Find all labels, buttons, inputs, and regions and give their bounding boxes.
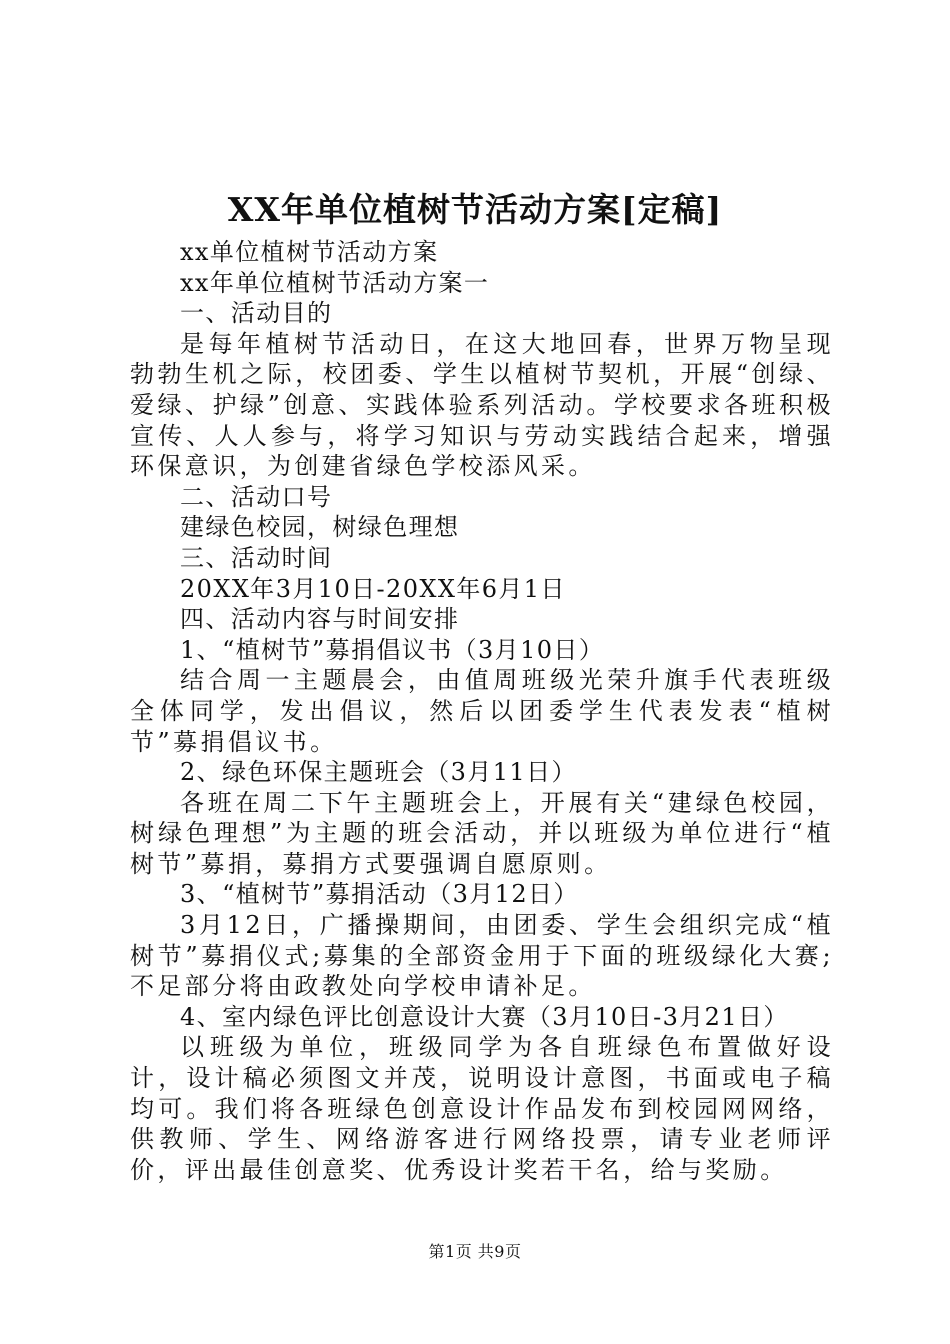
item1-heading: 1、“植树节”募捐倡议书（3月10日）: [180, 635, 605, 664]
subtitle-line: xx单位植树节活动方案: [180, 238, 439, 266]
item4-paragraph: 以班级为单位，班级同学为各自班绿色布置做好设计，设计稿必须图文并茂，说明设计意图，书面或电子稿均可。我们将各班绿色创意设计作品发布到校园网网络，供教师、学生、网络游客进行网络投票，请专业老师评价，评出最佳创意奖、优秀设计奖若干名，给与奖励。: [130, 1033, 834, 1184]
item3-paragraph: 3月12日，广播操期间，由团委、学生会组织完成“植树节”募捐仪式;募集的全部资金用于下面的班级绿化大赛;不足部分将由政教处向学校申请补足。: [130, 911, 834, 1001]
item2-paragraph: 各班在周二下午主题班会上，开展有关“建绿色校园，树绿色理想”为主题的班会活动，并以班级为单位进行“植树节”募捐，募捐方式要强调自愿原则。: [130, 788, 834, 878]
slogan-text: 建绿色校园，树绿色理想: [180, 513, 460, 542]
item4-heading: 4、室内绿色评比创意设计大赛（3月10日-3月21日）: [180, 1002, 789, 1031]
item3-heading: 3、“植树节”募捐活动（3月12日）: [180, 880, 579, 909]
section-heading-purpose: 一、活动目的: [180, 299, 333, 328]
item2-heading: 2、绿色环保主题班会（3月11日）: [180, 758, 577, 787]
section-heading-time: 三、活动时间: [180, 543, 333, 572]
document-title: XX年单位植树节活动方案[定稿]: [227, 190, 723, 229]
section-heading-content: 四、活动内容与时间安排: [180, 605, 460, 634]
plan-heading: xx年单位植树节活动方案一: [180, 268, 490, 297]
time-text: 20XX年3月10日-20XX年6月1日: [180, 574, 566, 603]
document-body: [130, 237, 834, 1185]
item1-paragraph: 结合周一主题晨会，由值周班级光荣升旗手代表班级全体同学，发出倡议，然后以团委学生代表发表“植树节”募捐倡议书。: [130, 666, 834, 756]
section-heading-slogan: 二、活动口号: [180, 482, 333, 511]
page-footer: 第1页 共9页: [428, 1242, 522, 1261]
purpose-paragraph: 是每年植树节活动日，在这大地回春，世界万物呈现勃勃生机之际，校团委、学生以植树节契机，开展“创绿、爱绿、护绿”创意、实践体验系列活动。学校要求各班积极宣传、人人参与，将学习知识与劳动实践结合起来，增强环保意识，为创建省绿色学校添风采。: [130, 329, 834, 481]
